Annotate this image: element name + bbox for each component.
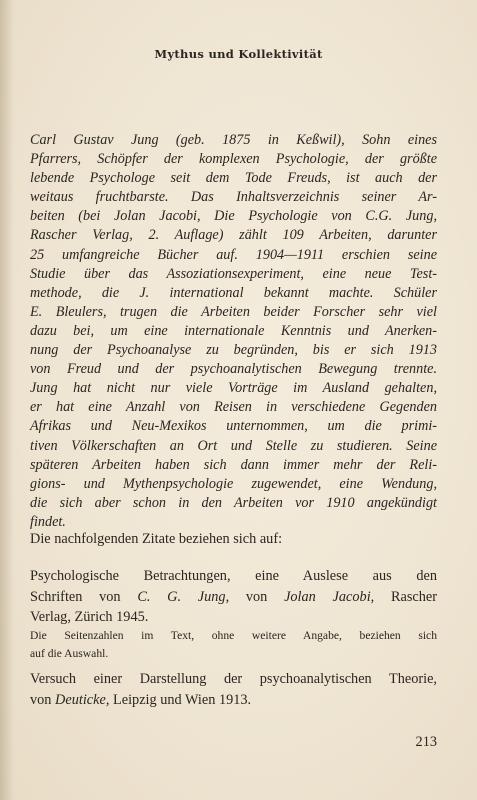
text-line: weitaus fruchtbarste. Das Inhaltsverzeichnis seiner Ar- xyxy=(30,189,437,206)
page-number: 213 xyxy=(415,734,437,750)
text-line: späteren Arbeiten haben sich dann immer mehr der Reli- xyxy=(30,456,437,473)
text-line: von Freud und der psychoanalytischen Bewegung trennte. xyxy=(30,361,437,378)
text-line: gions- und Mythenpsychologie zugewendet, eine Wendung, xyxy=(30,475,437,492)
note-line: auf die Auswahl. xyxy=(30,646,109,660)
citation-intro: Die nachfolgenden Zitate beziehen sich auf: xyxy=(30,531,283,547)
text-line: methode, die J. international bekannt machte. Schüler xyxy=(30,284,437,301)
text-line: nung der Psychoanalyse zu begründen, bis er sich 1913 xyxy=(30,342,437,359)
text-line: Afrikas und Neu-Mexikos unternommen, um die primi- xyxy=(30,418,437,435)
note-line: Die Seitenzahlen im Text, ohne weitere Angabe, beziehen sich xyxy=(30,629,437,642)
publisher-name: Deuticke xyxy=(55,691,106,708)
page-number-note xyxy=(30,627,437,662)
reference-line: Schriften von C. G. Jung, von Jolan Jacobi, Rascher xyxy=(30,588,438,605)
text-line: Rascher Verlag, 2. Auflage) zählt 109 Arbeiten, darunter xyxy=(30,227,437,244)
reference-line: Versuch einer Darstellung der psychoanalytischen Theorie, xyxy=(30,671,437,687)
text-line: Jung hat nicht nur viele Vorträge im Ausland gehalten, xyxy=(30,380,437,397)
text-line: tiven Völkerschaften an Ort und Stelle zu studieren. Seine xyxy=(30,437,437,454)
text-line: dazu bei, um eine internationale Kenntnis und Anerken- xyxy=(30,322,437,339)
text-line: beiten (bei Jolan Jacobi, Die Psychologie von C.G. Jung, xyxy=(30,208,437,225)
text-line: er hat eine Anzahl von Reisen in verschiedene Gegenden xyxy=(30,399,437,416)
reference-psychologische-betrachtungen xyxy=(30,566,437,628)
author-name: C. G. Jung xyxy=(137,588,226,605)
editor-name: Jolan Jacobi xyxy=(284,588,371,605)
reference-line: Psychologische Betrachtungen, eine Auslese aus den xyxy=(30,568,437,584)
reference-line: Verlag, Zürich 1945. xyxy=(30,609,149,625)
text-line: Carl Gustav Jung (geb. 1875 in Keßwil), Sohn eines xyxy=(30,132,437,148)
text-line: die sich aber schon in den Arbeiten vor 1910 angekündigt xyxy=(30,494,437,511)
text-line: lebende Psychologe seit dem Tode Freuds, ist auch der xyxy=(30,170,437,187)
text-line: findet. xyxy=(30,513,66,530)
text-line: 25 umfangreiche Bücher auf. 1904—1911 erschien seine xyxy=(30,246,437,263)
running-head: Mythus und Kollektivität xyxy=(154,47,323,61)
gutter-shadow xyxy=(0,0,14,800)
text-line: Studie über das Assoziationsexperiment, eine neue Test- xyxy=(30,265,437,282)
reference-line: von Deuticke, Leipzig und Wien 1913. xyxy=(30,691,252,708)
text-line: Pfarrers, Schöpfer der komplexen Psychologie, der größte xyxy=(30,151,437,168)
text-line: E. Bleulers, trugen die Arbeiten beider Forscher sehr viel xyxy=(30,303,437,320)
reference-psychoanalytische-theorie xyxy=(30,669,437,710)
biography-paragraph xyxy=(30,131,437,532)
